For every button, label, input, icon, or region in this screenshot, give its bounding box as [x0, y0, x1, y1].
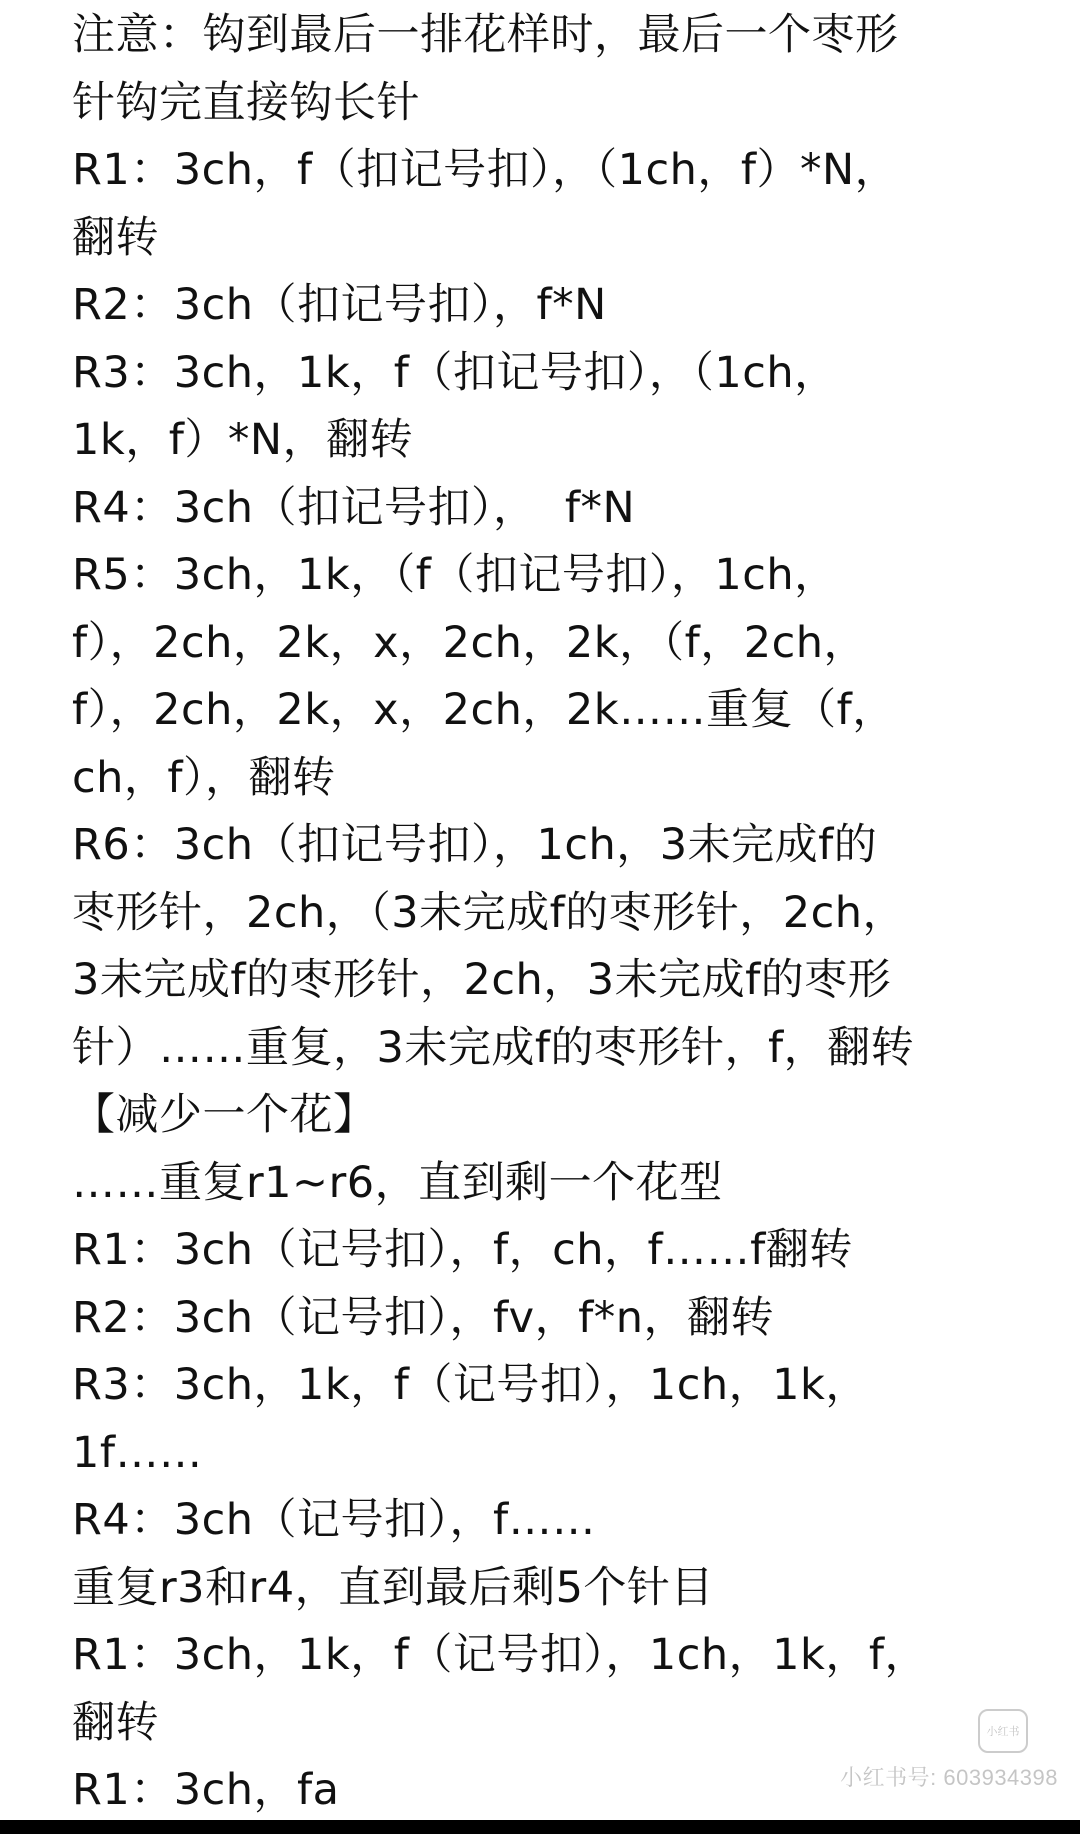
text-line: R1：3ch，f（扣记号扣），（1ch，f）*N， [72, 145, 899, 195]
text-line: 针）……重复，3未完成f的枣形针，f，翻转 [72, 1022, 915, 1073]
text-line: 重复r3和r4，直到最后剩5个针目 [72, 1562, 714, 1613]
text-line: R1：3ch，1k，f（记号扣），1ch，1k，f， [72, 1630, 929, 1680]
watermark-text: 小红书号: 603934398 [840, 1765, 1058, 1790]
text-line: R4：3ch（扣记号扣）， f*N [72, 482, 636, 533]
text-line: 翻转 [72, 212, 159, 263]
text-line: 1f…… [72, 1427, 203, 1478]
bottom-bar [0, 1820, 1080, 1834]
watermark-logo [978, 1709, 1028, 1753]
text-line: R3：3ch，1k，f（记号扣），1ch，1k， [72, 1360, 869, 1410]
text-line: 【减少一个花】 [72, 1090, 377, 1140]
watermark-logo-text: 小红书 [986, 1726, 1020, 1738]
text-line: R3：3ch，1k，f（扣记号扣），（1ch， [72, 347, 838, 398]
text-line: f），2ch，2k，x，2ch，2k……重复（f， [72, 685, 896, 735]
document-text [72, 2, 1072, 1825]
text-line: 1k，f）*N，翻转 [72, 415, 414, 465]
text-line: R5：3ch，1k，（f（扣记号扣），1ch， [72, 550, 838, 600]
text-line: f），2ch，2k，x，2ch，2k，（f，2ch， [72, 617, 867, 668]
text-line: ch，f），翻转 [72, 752, 336, 803]
text-line: R4：3ch（记号扣），f…… [72, 1495, 596, 1545]
text-line: 翻转 [72, 1697, 159, 1748]
text-line: R1：3ch，fa [72, 1765, 340, 1815]
text-line: 注意：钩到最后一排花样时，最后一个枣形 [72, 10, 899, 60]
text-line: 3未完成f的枣形针，2ch，3未完成f的枣形 [72, 955, 892, 1005]
text-line: R2：3ch（扣记号扣），f*N [72, 280, 607, 330]
text-line: R2：3ch（记号扣），fv，f*n，翻转 [72, 1292, 774, 1343]
text-line: R1：3ch（记号扣），f，ch，f……f翻转 [72, 1225, 853, 1275]
text-line: ……重复r1~r6，直到剩一个花型 [72, 1157, 723, 1208]
text-line: 针钩完直接钩长针 [72, 77, 420, 128]
watermark [840, 1709, 1058, 1792]
text-line: 枣形针，2ch，（3未完成f的枣形针，2ch， [72, 887, 907, 938]
text-line: R6：3ch（扣记号扣），1ch，3未完成f的 [72, 820, 878, 870]
